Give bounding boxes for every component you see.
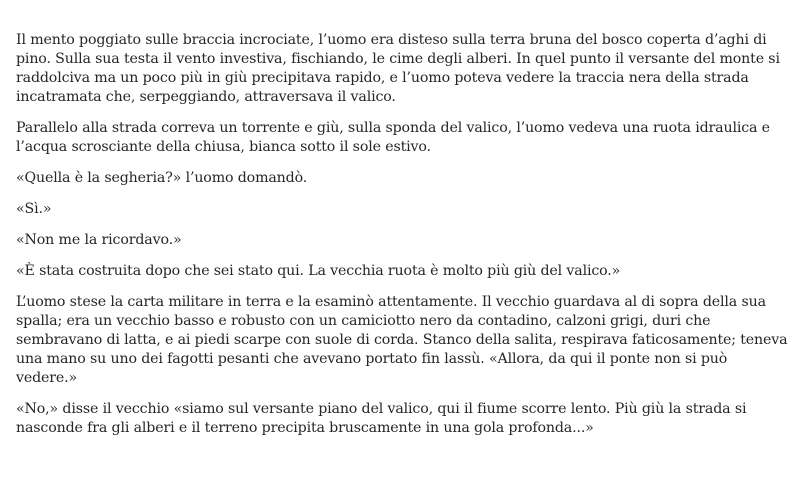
paragraph: Parallelo alla strada correva un torrente e giù, sulla sponda del valico, l’uomo vedeva una ruota idraulica e l’acqua scrosciante della chiusa, bianca sotto il sole estivo.: [16, 120, 770, 155]
paragraph: L’uomo stese la carta militare in terra e la esaminò attentamente. Il vecchio guardava al di sopra della sua spalla; era un vecchio basso e robusto con un camiciotto nero da contadino, calzoni grigi, duri che sembravano di latta, e ai piedi scarpe con suole di corda. Stanco della salita, respirava faticosamente; teneva una mano su uno dei fagotti pesanti che avevano portato fin lassù. «Allora, da qui il ponte non si può vedere.»: [16, 294, 788, 386]
document-body: [16, 31, 792, 450]
paragraph: Il mento poggiato sulle braccia incrociate, l’uomo era disteso sulla terra bruna del bosco coperta d’aghi di pino. Sulla sua testa il vento investiva, fischiando, le cime degli alberi. In quel punto il versante del monte si raddolciva ma un poco più in giù precipitava rapido, e l’uomo poteva vedere la traccia nera della strada incatramata che, serpeggiando, attraversava il valico.: [16, 32, 780, 105]
paragraph: «Sì.»: [16, 201, 52, 217]
paragraph: «No,» disse il vecchio «siamo sul versante piano del valico, qui il fiume scorre lento. Più giù la strada si nasconde fra gli alberi e il terreno precipita bruscamente in una gola profonda...»: [16, 401, 747, 436]
paragraph: «Quella è la segheria?» l’uomo domandò.: [16, 170, 308, 186]
paragraph: «Non me la ricordavo.»: [16, 232, 182, 248]
paragraph: «È stata costruita dopo che sei stato qui. La vecchia ruota è molto più giù del valico.»: [16, 263, 621, 279]
